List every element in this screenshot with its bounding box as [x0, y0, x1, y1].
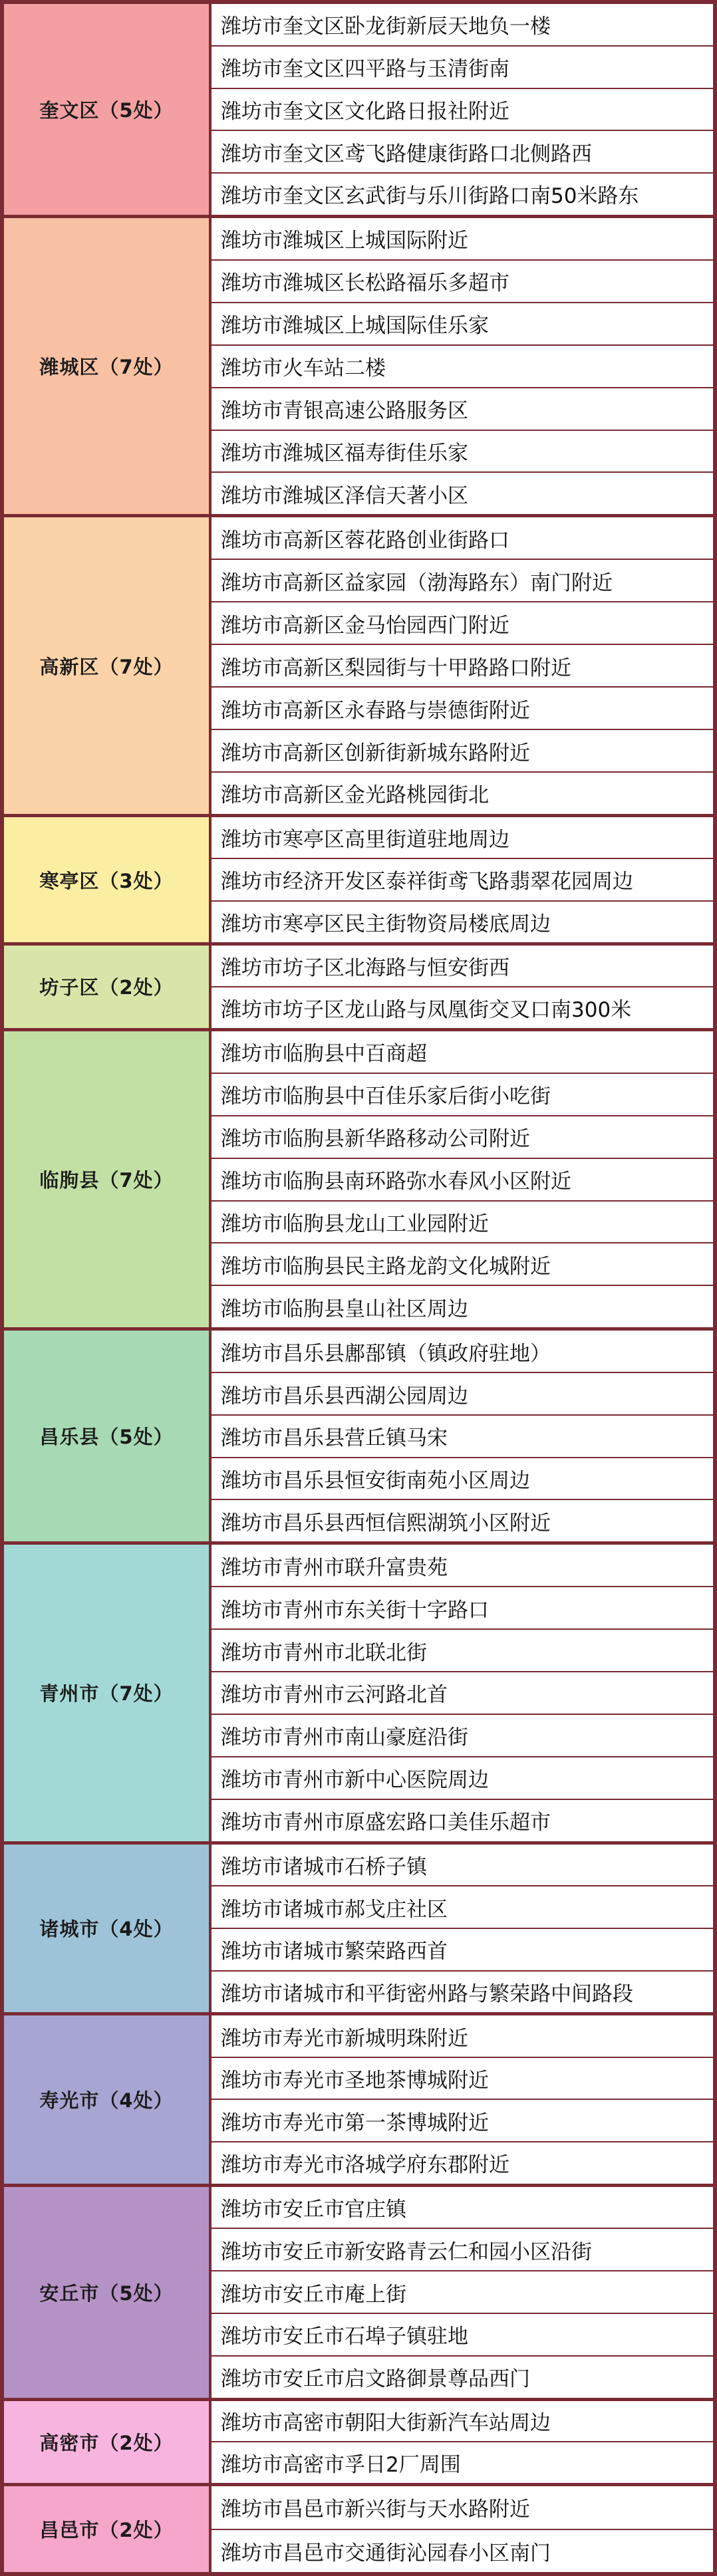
district-group: [4, 946, 713, 1031]
location-row: 潍坊市临朐县皇山社区周边: [221, 1297, 468, 1321]
location-row: 潍坊市安丘市新安路青云仁和园小区沿街: [212, 2229, 713, 2271]
location-row: 潍坊市青州市东关街十字路口: [212, 1587, 713, 1630]
district-group: [4, 1545, 713, 1845]
location-row: 潍坊市奎文区鸢飞路健康街路口北侧路西: [212, 131, 713, 174]
district-group: [4, 1845, 713, 2015]
location-row: 潍坊市青州市联升富贵苑: [212, 1545, 713, 1587]
district-group: [4, 1331, 713, 1545]
location-row: 潍坊市高新区永春路与崇德街附近: [212, 688, 713, 730]
location-row: 潍坊市临朐县南环路弥水春风小区附近: [212, 1159, 713, 1202]
location-row: 潍坊市临朐县龙山工业园附近: [212, 1202, 713, 1244]
location-list: [212, 2401, 713, 2484]
location-row: 潍坊市昌乐县西恒信熙湖筑小区附近: [221, 1511, 551, 1535]
location-row: 潍坊市安丘市庵上街: [212, 2271, 713, 2314]
location-row: 潍坊市高密市孚日2厂周围: [221, 2453, 461, 2478]
location-row: 潍坊市火车站二楼: [212, 346, 713, 388]
location-row: 潍坊市奎文区四平路与玉清街南: [212, 47, 713, 89]
district-label: 安丘市（5处）: [4, 2187, 212, 2398]
location-row: 潍坊市高新区创新街新城东路附近: [212, 730, 713, 773]
district-group: [4, 2015, 713, 2186]
location-row: 潍坊市昌乐县恒安街南苑小区周边: [212, 1458, 713, 1501]
location-row: 潍坊市诸城市繁荣路西首: [212, 1929, 713, 1972]
district-label: 昌邑市（2处）: [4, 2486, 212, 2572]
location-row: 潍坊市潍城区泽信天著小区: [221, 483, 468, 508]
location-list: [212, 517, 713, 814]
district-label: 昌乐县（5处）: [4, 1331, 212, 1541]
location-row: 潍坊市临朐县中百商超: [212, 1031, 713, 1074]
district-label: 高新区（7处）: [4, 517, 212, 814]
location-row: 潍坊市寿光市圣地茶博城附近: [212, 2058, 713, 2101]
location-list: [212, 1331, 713, 1541]
location-row: 潍坊市潍城区长松路福乐多超市: [212, 261, 713, 303]
location-row: 潍坊市坊子区北海路与恒安街西: [212, 946, 713, 987]
district-label: 青州市（7处）: [4, 1545, 212, 1841]
location-list: [212, 946, 713, 1028]
location-row: 潍坊市高新区金光路桃园街北: [221, 783, 489, 808]
district-group: [4, 1031, 713, 1331]
district-group: [4, 2401, 713, 2487]
location-row: 潍坊市青州市云河路北首: [212, 1672, 713, 1715]
location-row: 潍坊市临朐县民主路龙韵文化城附近: [212, 1243, 713, 1286]
location-list: [212, 1845, 713, 2012]
location-row: 潍坊市寒亭区民主街物资局楼底周边: [221, 912, 551, 936]
location-list: [212, 817, 713, 942]
location-row: 潍坊市诸城市郝戈庄社区: [212, 1886, 713, 1929]
location-row: 潍坊市寒亭区高里街道驻地周边: [212, 817, 713, 859]
location-row: 潍坊市潍城区上城国际佳乐家: [212, 303, 713, 346]
location-row: 潍坊市昌乐县西湖公园周边: [212, 1373, 713, 1416]
district-group: [4, 817, 713, 946]
location-row: 潍坊市高新区金马怡园西门附近: [212, 602, 713, 645]
location-row: 潍坊市青州市南山豪庭沿街: [212, 1715, 713, 1757]
location-row: 潍坊市临朐县新华路移动公司附近: [212, 1116, 713, 1159]
location-row: 潍坊市奎文区玄武街与乐川街路口南50米路东: [221, 184, 639, 209]
location-row: 潍坊市青州市新中心医院周边: [212, 1757, 713, 1800]
location-row: 潍坊市坊子区龙山路与凤凰街交叉口南300米: [221, 997, 632, 1022]
location-row: 潍坊市昌乐县营丘镇马宋: [212, 1416, 713, 1458]
location-list: [212, 2486, 713, 2572]
location-row: 潍坊市高新区梨园街与十甲路路口附近: [212, 645, 713, 688]
location-row: 潍坊市潍城区福寿街佳乐家: [212, 431, 713, 473]
location-list: [212, 1031, 713, 1328]
location-list: [212, 1545, 713, 1841]
location-list: [212, 2015, 713, 2183]
district-group: [4, 4, 713, 218]
location-row: 潍坊市诸城市和平街密州路与繁荣路中间路段: [221, 1982, 633, 2006]
location-list: [212, 2187, 713, 2398]
district-group: [4, 517, 713, 817]
location-row: 潍坊市寿光市洛城学府东郡附近: [221, 2153, 509, 2178]
location-row: 潍坊市潍城区上城国际附近: [212, 218, 713, 261]
district-label: 寒亭区（3处）: [4, 817, 212, 942]
district-label: 高密市（2处）: [4, 2401, 212, 2484]
location-row: 潍坊市诸城市石桥子镇: [212, 1845, 713, 1887]
district-label: 诸城市（4处）: [4, 1845, 212, 2012]
location-row: 潍坊市高密市朝阳大街新汽车站周边: [212, 2401, 713, 2443]
location-row: 潍坊市青州市原盛宏路口美佳乐超市: [221, 1811, 551, 1835]
location-row: 潍坊市奎文区卧龙街新辰天地负一楼: [212, 4, 713, 47]
location-row: 潍坊市青银高速公路服务区: [212, 388, 713, 431]
location-row: 潍坊市昌乐县鄌郚镇（镇政府驻地）: [212, 1331, 713, 1373]
district-group: [4, 2187, 713, 2401]
location-row: 潍坊市昌邑市交通街沁园春小区南门: [221, 2541, 551, 2565]
location-row: 潍坊市高新区益家园（渤海路东）南门附近: [212, 560, 713, 602]
location-row: 潍坊市安丘市启文路御景尊品西门: [221, 2367, 530, 2392]
location-row: 潍坊市安丘市石埠子镇驻地: [212, 2314, 713, 2357]
location-row: 潍坊市奎文区文化路日报社附近: [212, 89, 713, 132]
location-row: 潍坊市寿光市新城明珠附近: [212, 2015, 713, 2058]
district-label: 临朐县（7处）: [4, 1031, 212, 1328]
district-label: 坊子区（2处）: [4, 946, 212, 1028]
district-label: 潍城区（7处）: [4, 218, 212, 515]
location-row: 潍坊市安丘市官庄镇: [212, 2187, 713, 2230]
location-row: 潍坊市昌邑市新兴街与天水路附近: [212, 2486, 713, 2529]
location-row: 潍坊市高新区蓉花路创业街路口: [212, 517, 713, 560]
location-list: [212, 4, 713, 215]
location-list: [212, 218, 713, 515]
location-row: 潍坊市临朐县中百佳乐家后街小吃街: [212, 1074, 713, 1116]
district-label: 奎文区（5处）: [4, 4, 212, 215]
district-label: 寿光市（4处）: [4, 2015, 212, 2183]
district-group: [4, 218, 713, 518]
location-row: 潍坊市青州市北联北街: [212, 1630, 713, 1672]
location-row: 潍坊市经济开发区泰祥街鸢飞路翡翠花园周边: [212, 859, 713, 901]
district-group: [4, 2486, 713, 2572]
location-row: 潍坊市寿光市第一茶博城附近: [212, 2100, 713, 2142]
